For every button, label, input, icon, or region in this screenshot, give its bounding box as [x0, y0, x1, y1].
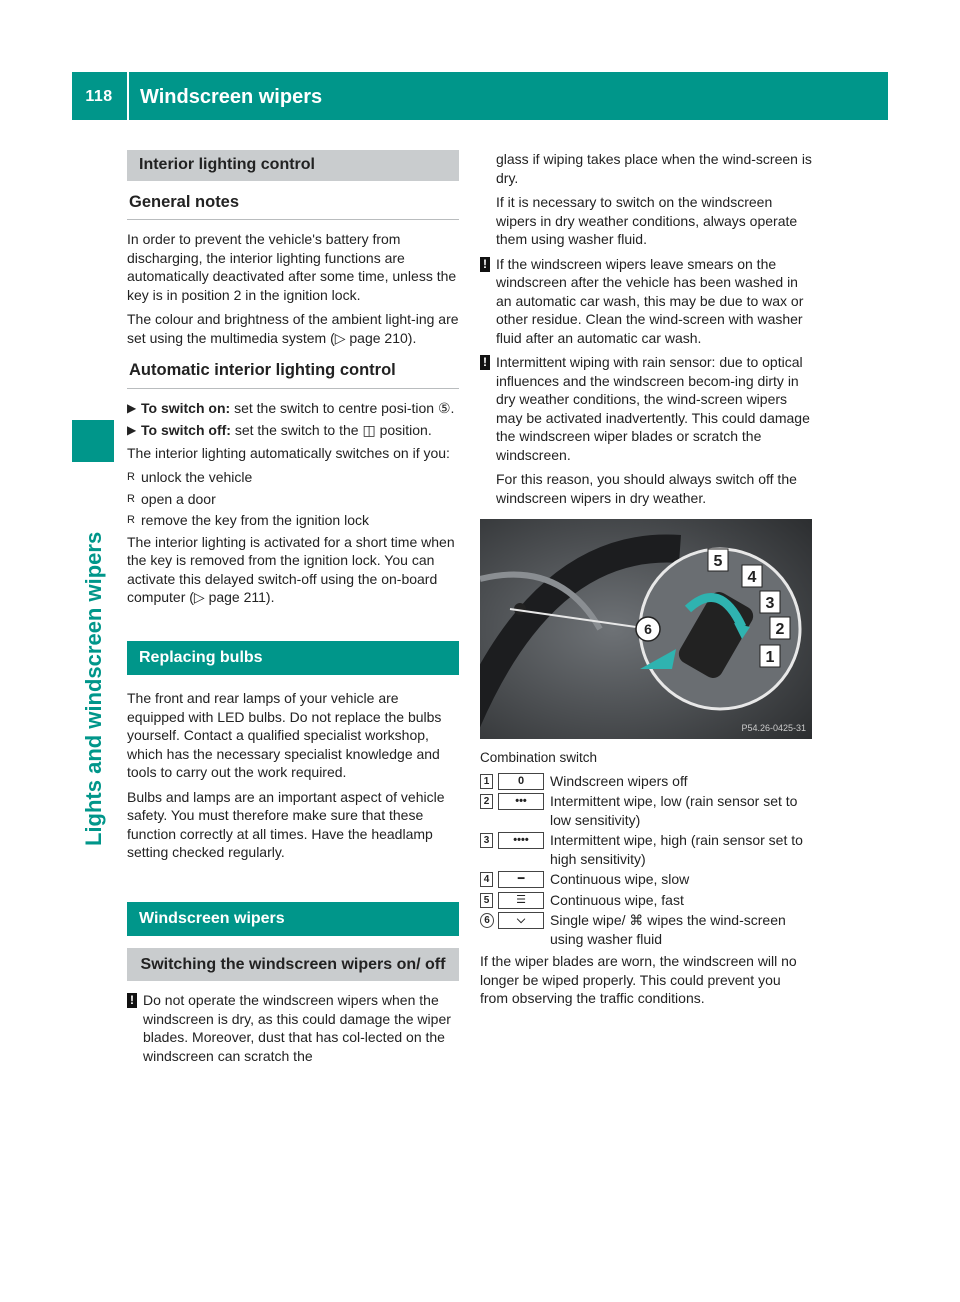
list-item	[127, 468, 459, 487]
legend-number: 3	[480, 833, 493, 848]
wiper-off-icon: 0	[498, 773, 544, 790]
single-wipe-icon: ⌵	[498, 912, 544, 929]
legend-item	[480, 870, 812, 889]
legend-text: Continuous wipe, slow	[550, 871, 690, 887]
warning-icon: !	[480, 257, 490, 272]
heading-switching-wipers: Switching the windscreen wipers on/ off	[127, 948, 459, 981]
bullet-icon: R	[127, 471, 135, 483]
legend-number: 2	[480, 794, 493, 809]
legend-number: 1	[480, 774, 493, 789]
list-item	[127, 511, 459, 530]
section-windscreen-wipers: Windscreen wipers	[127, 902, 459, 937]
paragraph: If it is necessary to switch on the windscreen wipers in dry weather conditions, always operate them using washer fluid.	[496, 194, 798, 247]
heading-automatic-lighting: Automatic interior lighting control	[127, 357, 459, 389]
step-label: To switch off:	[141, 422, 231, 438]
list-item	[127, 490, 459, 509]
list-item-text: remove the key from the ignition lock	[141, 512, 369, 528]
legend-item	[480, 792, 812, 829]
figure-caption: Combination switch	[480, 750, 598, 765]
step-switch-on	[127, 399, 459, 418]
continuous-slow-icon: ━	[498, 871, 544, 888]
svg-text:6: 6	[644, 621, 652, 637]
legend-text: Windscreen wipers off	[550, 772, 688, 789]
svg-text:2: 2	[775, 621, 785, 638]
side-tab-marker	[72, 420, 114, 462]
warning-icon: !	[127, 993, 137, 1008]
svg-text:5: 5	[713, 553, 723, 570]
paragraph: glass if wiping takes place when the wind-screen is dry.	[496, 151, 812, 186]
combination-switch-illustration	[480, 519, 812, 739]
svg-text:3: 3	[765, 595, 775, 612]
legend-text: Single wipe/ ⌘ wipes the wind-screen using washer fluid	[550, 912, 786, 947]
legend-number: 5	[480, 893, 493, 908]
legend-item	[480, 831, 812, 868]
legend-item	[480, 891, 812, 910]
step-label: To switch on:	[141, 399, 231, 416]
step-switch-off	[127, 421, 459, 440]
paragraph: If the wiper blades are worn, the windscreen will no longer be wiped properly. This could prevent you from observing the traffic conditions.	[480, 953, 797, 1006]
bullet-icon: R	[127, 492, 135, 505]
page-number: 118	[85, 88, 113, 105]
intermittent-low-icon: •••	[498, 793, 544, 810]
paragraph: The colour and brightness of the ambient light-ing are set using the multimedia system (▷ page 210).	[127, 311, 459, 346]
warning-text: Do not operate the windscreen wipers when the windscreen is dry, as this could damage the wiper blades. Moreover, dust that has col-lected on the windscreen can scratch the	[143, 992, 451, 1064]
legend-item	[480, 772, 812, 791]
legend-text: Continuous wipe, fast	[550, 891, 684, 908]
svg-text:1: 1	[765, 649, 775, 666]
header-divider	[127, 72, 129, 120]
step-text: set the switch to centre posi-tion ⑤.	[234, 399, 455, 416]
warning-icon: !	[480, 355, 490, 370]
intermittent-high-icon: ••••	[498, 832, 544, 849]
warning-note	[127, 991, 459, 1065]
page-title: Windscreen wipers	[140, 86, 323, 108]
warning-note	[480, 255, 812, 348]
step-arrow-icon: ▶	[127, 423, 137, 437]
bullet-icon: R	[127, 514, 135, 526]
figure-id: P54.26-0425-31	[741, 723, 806, 733]
legend-number: 6	[480, 913, 494, 928]
warning-note	[480, 353, 812, 464]
warning-text: Intermittent wiping with rain sensor: due to optical influences and the windscreen becom-ing dirty in dry weather conditions, the wind-screen wipers may be activated inadvertently. This could damage the windscreen wiper blades or scratch the windscreen.	[496, 354, 810, 463]
paragraph: The front and rear lamps of your vehicle are equipped with LED bulbs. Do not replace the bulbs yourself. Contact a qualified specialist workshop, which has the necessary specialist knowledge and tools to carry out the work required.	[127, 690, 442, 780]
list-item-text: open a door	[141, 490, 216, 507]
warning-text: If the windscreen wipers leave smears on the windscreen after the vehicle has been washed in an automatic car wash, this may be due to wax or other residue. Clean the wind-screen with washer fluid after an automatic car wash.	[496, 255, 804, 346]
legend-text: Intermittent wipe, high (rain sensor set to high sensitivity)	[550, 832, 803, 867]
paragraph: In order to prevent the vehicle's battery from discharging, the interior lighting functions are automatically deactivated after some time, unless the key is in position 2 in the ignition lock.	[127, 231, 457, 303]
section-interior-lighting: Interior lighting control	[127, 150, 459, 181]
legend-text: Intermittent wipe, low (rain sensor set to low sensitivity)	[550, 793, 798, 828]
svg-text:4: 4	[747, 569, 757, 586]
left-column	[127, 150, 459, 1071]
paragraph: The interior lighting automatically switches on if you:	[127, 444, 450, 461]
legend-number: 4	[480, 872, 493, 887]
step-arrow-icon: ▶	[127, 400, 137, 415]
section-replacing-bulbs: Replacing bulbs	[127, 641, 459, 676]
heading-general-notes: General notes	[127, 189, 459, 221]
paragraph: Bulbs and lamps are an important aspect of vehicle safety. You must therefore make sure that these function correctly at all times. Have the headlamp setting checked regularly.	[127, 788, 445, 860]
combination-switch-figure	[480, 519, 812, 739]
paragraph: For this reason, you should always switch off the windscreen wipers in dry weather.	[496, 471, 797, 506]
continuous-fast-icon: ☰	[498, 892, 544, 909]
step-text: set the switch to the ◫ position.	[234, 422, 432, 438]
paragraph: The interior lighting is activated for a short time when the key is removed from the ignition lock. You can activate this delayed switch-off using the on-board computer (▷ page 211).	[127, 533, 455, 605]
legend-item	[480, 911, 812, 948]
right-column	[480, 150, 812, 1014]
side-tab-label: Lights and windscreen wipers	[81, 531, 106, 846]
list-item-text: unlock the vehicle	[141, 469, 253, 485]
